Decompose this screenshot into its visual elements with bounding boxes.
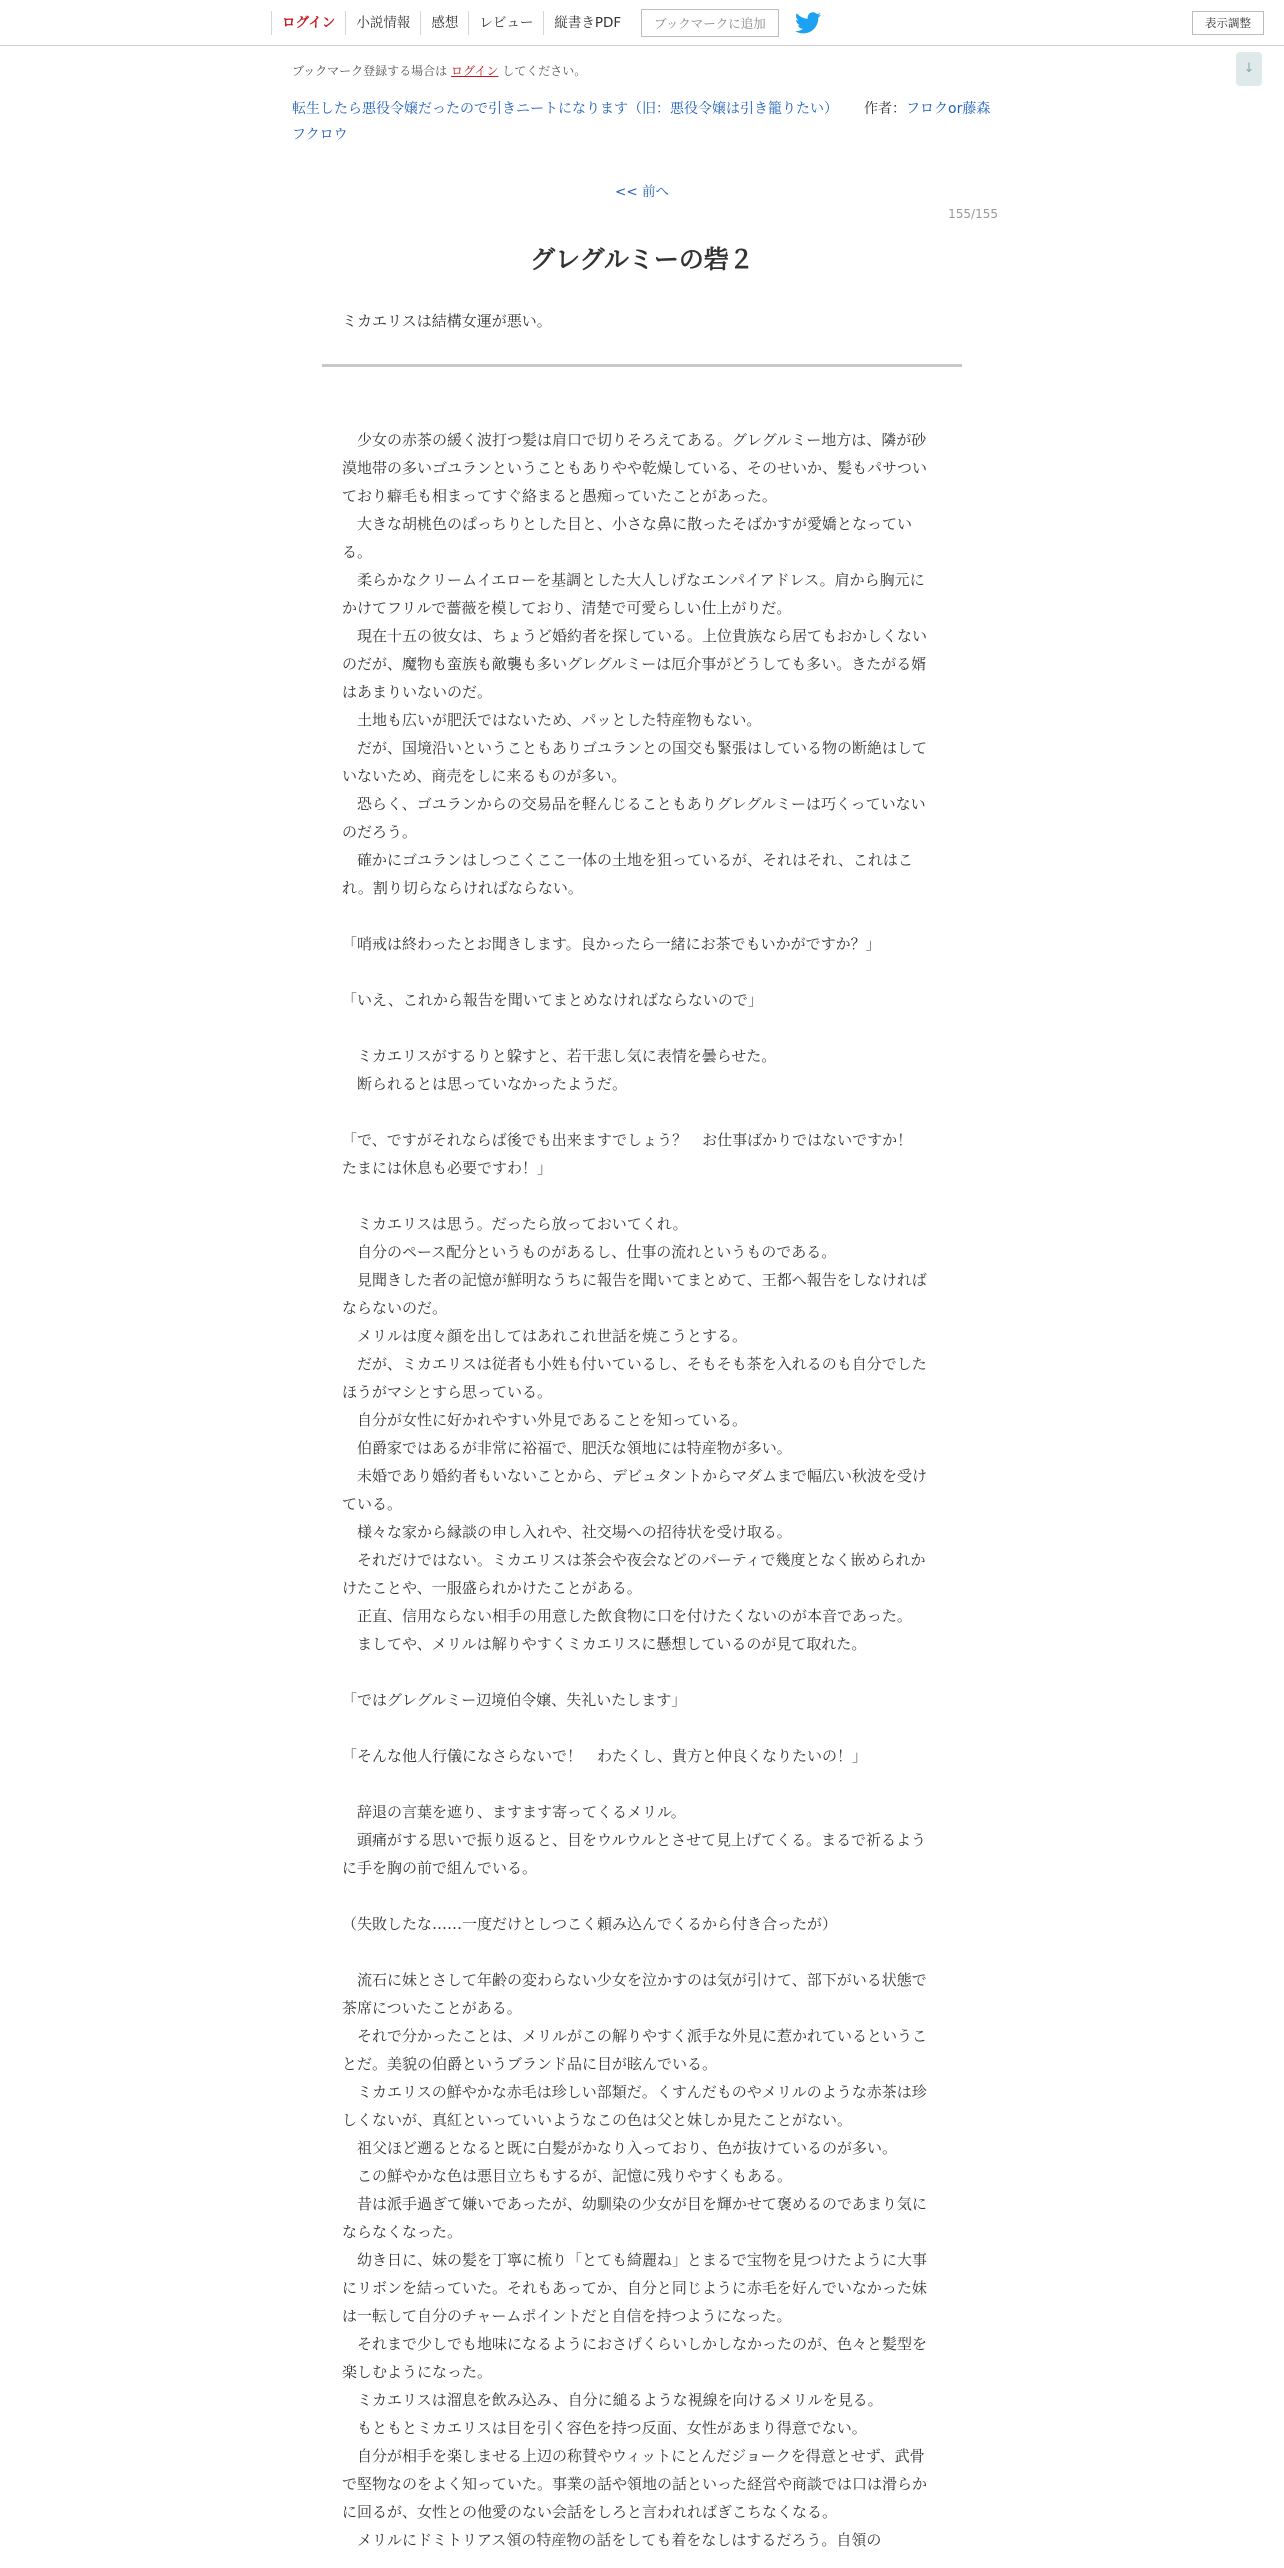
body-paragraph <box>342 1098 938 1126</box>
body-paragraph: ミカエリスは思う。だったら放っておいてくれ。 <box>342 1215 688 1233</box>
body-paragraph: 伯爵家ではあるが非常に裕福で、肥沃な領地には特産物が多い。 <box>342 1439 792 1457</box>
display-settings-button[interactable]: 表示調整 <box>1192 11 1264 35</box>
chapter-title: グレグルミーの砦２ <box>530 245 754 274</box>
body-paragraph: ミカエリスの鮮やかな赤毛は珍しい部類だ。くすんだものやメリルのような赤茶は珍しくないが、真紅といっていいようなこの色は父と妹しか見たことがない。 <box>342 2083 927 2129</box>
body-paragraph <box>342 902 938 930</box>
body-paragraph: メリルにドミトリアス領の特産物の話をしても着をなしはするだろう。自領の <box>342 2531 882 2549</box>
body-paragraph: 「ではグレグルミー辺境伯令嬢、失礼いたします」 <box>342 1691 687 1709</box>
body-paragraph: この鮮やかな色は悪目立ちもするが、記憶に残りやすくもある。 <box>342 2167 793 2185</box>
body-paragraph: 昔は派手過ぎて嫌いであったが、幼馴染の少女が目を輝かせて褒めるのであまり気にならなくなった。 <box>342 2195 927 2241</box>
body-paragraph: 確かにゴユランはしつこくここ一体の土地を狙っているが、それはそれ、これはこれ。割り切らならければならない。 <box>342 851 913 897</box>
novel-info-link[interactable]: 小説情報 <box>345 11 420 35</box>
body-paragraph: それで分かったことは、メリルがこの解りやすく派手な外見に惹かれているということだ。美貌の伯爵というブランド品に目が眩んでいる。 <box>342 2027 928 2073</box>
body-paragraph: 現在十五の彼女は、ちょうど婚約者を探している。上位貴族なら居てもおかしくないのだが、魔物も蛮族も敵襲も多いグレグルミーは厄介事がどうしても多い。きたがる婿はあまりいないのだ。 <box>342 627 928 701</box>
body-paragraph: 大きな胡桃色のぱっちりとした目と、小さな鼻に散ったそばかすが愛嬌となっている。 <box>342 515 913 561</box>
author-label: 作者： <box>864 101 906 117</box>
body-paragraph <box>342 958 938 986</box>
bookmark-note-suffix: してください。 <box>502 64 587 78</box>
body-paragraph: 恐らく、ゴユランからの交易品を軽んじることもありグレグルミーは巧くっていないのだろう。 <box>342 795 926 841</box>
body-paragraph: だが、国境沿いということもありゴユランとの国交も緊張はしている物の断絶はしていないため、商売をしに来るものが多い。 <box>342 739 928 785</box>
body-paragraph: 断られるとは思っていなかったようだ。 <box>342 1075 628 1093</box>
body-paragraph: 未婚であり婚約者もいないことから、デビュタントからマダムまで幅広い秋波を受けている。 <box>342 1467 928 1513</box>
body-paragraph <box>342 1770 938 1798</box>
vertical-pdf-link[interactable]: 縦書きPDF <box>543 11 631 35</box>
body-paragraph: 辞退の言葉を遮り、ますます寄ってくるメリル。 <box>342 1803 686 1821</box>
body-paragraph: 「で、ですがそれならば後でも出来ますでしょう？ お仕事ばかりではないですか！ たまには休息も必要ですわ！」 <box>342 1131 928 1177</box>
bookmark-note <box>292 62 586 79</box>
body-paragraph: ミカエリスは溜息を飲み込み、自分に縋るような視線を向けるメリルを見る。 <box>342 2391 883 2409</box>
body-paragraph: 自分のペース配分というものがあるし、仕事の流れというものである。 <box>342 1243 837 1261</box>
body-paragraph: ましてや、メリルは解りやすくミカエリスに懸想しているのが見て取れた。 <box>342 1635 867 1653</box>
body-paragraph: 正直、信用ならない相手の用意した飲食物に口を付けたくないのが本音であった。 <box>342 1607 912 1625</box>
body-paragraph: もともとミカエリスは目を引く容色を持つ反面、女性があまり得意でない。 <box>342 2419 867 2437</box>
body-paragraph: 「哨戒は終わったとお聞きします。良かったら一緒にお茶でもいかがですか？」 <box>342 935 881 953</box>
body-paragraph <box>342 1938 938 1966</box>
login-link[interactable]: ログイン <box>271 11 345 35</box>
site-header <box>0 0 1284 46</box>
body-paragraph: それだけではない。ミカエリスは茶会や夜会などのパーティで幾度となく嵌められかけたことや、一服盛られかけたことがある。 <box>342 1551 926 1597</box>
body-paragraph: 幼き日に、妹の髪を丁寧に梳り「とても綺麗ね」とまるで宝物を見つけたように大事にリボンを結っていた。それもあってか、自分と同じように赤毛を好んでいなかった妹は一転して自分のチャームポイントだと自信を持つようになった。 <box>342 2251 927 2325</box>
prev-page-link[interactable]: << 前へ <box>615 184 669 200</box>
header-nav <box>271 0 821 46</box>
body-paragraph <box>342 1658 938 1686</box>
body-paragraph: 柔らかなクリームイエローを基調とした大人しげなエンパイアドレス。肩から胸元にかけてフリルで薔薇を模しており、清楚で可愛らしい仕上がりだ。 <box>342 571 925 617</box>
chapter-preface: ミカエリスは結構女運が悪い。 <box>342 312 552 330</box>
body-paragraph <box>342 1714 938 1742</box>
body-paragraph <box>342 1182 938 1210</box>
body-paragraph: （失敗したな……一度だけとしつこく頼み込んでくるから付き合ったが） <box>342 1915 838 1933</box>
preface-divider <box>322 364 962 367</box>
body-paragraph: 祖父ほど遡るとなると既に白髪がかなり入っており、色が抜けているのが多い。 <box>342 2139 898 2157</box>
body-paragraph: メリルは度々顔を出してはあれこれ世話を焼こうとする。 <box>342 1327 748 1345</box>
body-paragraph: ミカエリスがするりと躱すと、若干悲し気に表情を曇らせた。 <box>342 1047 777 1065</box>
body-paragraph: 自分が相手を楽しませる上辺の称賛やウィットにとんだジョークを得意とせず、武骨で堅物なのをよく知っていた。事業の話や領地の話といった経営や商談では口は滑らかに回るが、女性との他愛のない会話をしろと言われればぎこちなくなる。 <box>342 2447 928 2521</box>
impressions-link[interactable]: 感想 <box>420 11 468 35</box>
body-paragraph: 流石に妹とさして年齢の変わらない少女を泣かすのは気が引けて、部下がいる状態で茶席についたことがある。 <box>342 1971 927 2017</box>
body-paragraph: 「いえ、これから報告を聞いてまとめなければならないので」 <box>342 991 763 1009</box>
bookmark-note-login-link[interactable]: ログイン <box>451 64 499 78</box>
body-paragraph: 見聞きした者の記憶が鮮明なうちに報告を聞いてまとめて、王都へ報告をしなければならないのだ。 <box>342 1271 927 1317</box>
body-paragraph: 少女の赤茶の緩く波打つ髪は肩口で切りそろえてある。グレグルミー地方は、隣が砂漠地帯の多いゴユランということもありやや乾燥している、そのせいか、髪もパサついており癖毛も相まってすぐ絡まると愚痴っていたことがあった。 <box>342 431 928 505</box>
body-paragraph: 自分が女性に好かれやすい外見であることを知っている。 <box>342 1411 748 1429</box>
page-count: 155/155 <box>948 207 998 221</box>
bookmark-note-prefix: ブックマーク登録する場合は <box>292 64 448 78</box>
body-paragraph: 土地も広いが肥沃ではないため、パッとした特産物もない。 <box>342 711 762 729</box>
novel-title-link[interactable]: 転生したら悪役令嬢だったので引きニートになります（旧：悪役令嬢は引き籠りたい） <box>292 101 838 117</box>
body-paragraph <box>342 1882 938 1910</box>
add-bookmark-button[interactable]: ブックマークに追加 <box>641 9 779 37</box>
body-paragraph: 「そんな他人行儀になさらないで！ わたくし、貴方と仲良くなりたいの！」 <box>342 1747 868 1765</box>
body-paragraph: だが、ミカエリスは従者も小姓も付いているし、そもそも茶を入れるのも自分でしたほうがマシとすら思っている。 <box>342 1355 927 1401</box>
body-paragraph: 頭痛がする思いで振り返ると、目をウルウルとさせて見上げてくる。まるで祈るように手を胸の前で組んでいる。 <box>342 1831 926 1877</box>
author-link[interactable]: フロクor藤森フクロウ <box>292 101 991 143</box>
chapter-body <box>342 426 938 2554</box>
body-paragraph <box>342 1014 938 1042</box>
review-link[interactable]: レビュー <box>468 11 543 35</box>
twitter-icon[interactable] <box>795 12 821 34</box>
body-paragraph: 様々な家から縁談の申し入れや、社交場への招待状を受け取る。 <box>342 1523 792 1541</box>
page-down-button[interactable]: ↓ <box>1236 52 1262 86</box>
novel-header <box>292 96 1002 148</box>
body-paragraph: それまで少しでも地味になるようにおさげくらいしかしなかったのが、色々と髪型を楽しむようになった。 <box>342 2335 928 2381</box>
